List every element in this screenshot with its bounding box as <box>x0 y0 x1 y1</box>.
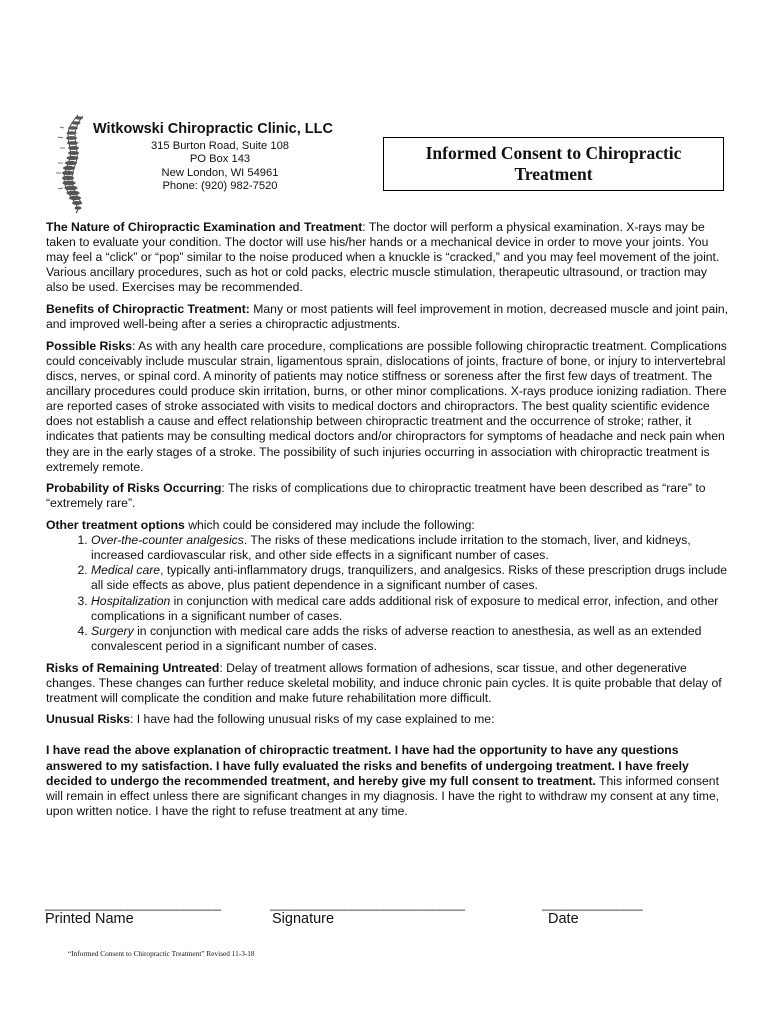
section-text: : Delay of treatment allows formation of adhesions, scar tissue, and other degenerative changes. These changes can further reduce skeletal mobility, and induce chronic pain cycles. It is quite probable that delay of treatment will complicate the condition and make future rehabilitation more difficult. <box>46 660 722 705</box>
section-benefits <box>46 302 731 332</box>
consent-body <box>46 220 731 826</box>
consent-text: This informed consent will remain in effect unless there are significant changes in my diagnosis. I have the right to withdraw my consent at any time, upon written notice. I have the right to refuse treatment at any time. <box>46 773 720 818</box>
date-line[interactable]: ________________ <box>542 897 643 911</box>
option-term: Medical care <box>91 563 161 578</box>
section-heading: Benefits of Chiropractic Treatment: <box>46 302 250 317</box>
option-text: in conjunction with medical care adds the risks of adverse reaction to anesthesia, as well as an extended convalescent period in a significant number of cases. <box>91 623 702 653</box>
form-title-line: Informed Consent to Chiropractic <box>425 143 682 163</box>
printed-name-line[interactable]: ____________________________ <box>45 897 221 911</box>
option-term: Surgery <box>91 623 134 638</box>
address-line: 315 Burton Road, Suite 108 <box>150 140 290 152</box>
section-consent <box>46 743 731 818</box>
section-heading: Other treatment options <box>46 518 185 533</box>
signature-label: Signature <box>272 911 335 927</box>
option-text: . The risks of these medications include irritation to the stomach, liver, and kidneys, increased cardiovascular risk, and other side effects in a significant number of cases. <box>91 533 691 563</box>
treatment-options-list <box>46 533 731 654</box>
clinic-name: Witkowski Chiropractic Clinic, LLC <box>93 121 333 137</box>
section-heading: The Nature of Chiropractic Examination and Treatment <box>46 220 363 234</box>
signature-line[interactable]: _______________________________ <box>270 897 465 911</box>
section-text: : As with any health care procedure, complications are possible following chiropractic treatment. Complications could conceivably include muscular strain, ligamentous sprain, dislocations of joints, fracture of bone, or injury to intervertebral discs, nerves, or spinal cord. A minority of patients may notice stiffness or soreness after the first few days of treatment. The ancillary procedures could produce skin irritation, burns, or other minor complications. X-rays produce ionizing radiation. There are reported cases of stroke associated with visits to medical doctors and chiropractors. The best quality scientific evidence does not establish a cause and effect relationship between chiropractic treatment and the occurrence of stroke; rather, it indicates that patients may be consulting medical doctors and/or chiropractors for symptoms of headache and neck pain when they are in the early stages of a stroke. The possibility of such injuries occurring in association with chiropractic treatment is extremely remote. <box>46 338 727 474</box>
section-nature <box>46 220 731 295</box>
section-unusual <box>46 712 731 727</box>
footer-revision-note: “Informed Consent to Chiropractic Treatment” Revised 11-3-18 <box>68 949 255 958</box>
form-title-line: Treatment <box>514 164 593 184</box>
section-heading: Possible Risks <box>46 338 133 353</box>
address-line: PO Box 143 <box>189 153 251 166</box>
section-text: : I have had the following unusual risks of my case explained to me: <box>130 712 495 727</box>
list-item <box>91 624 731 654</box>
spine-logo <box>50 112 90 214</box>
section-other-options <box>46 518 731 533</box>
option-term: Over-the-counter analgesics <box>91 533 244 548</box>
section-text: : The doctor will perform a physical examination. X-rays may be taken to evaluate your condition. The doctor will use his/her hands or a mechanical device in order to move your joints. You may feel a “click” or “pop” similar to the noise produced when a knuckle is “cracked,” and you may feel movement of the joint. Various ancillary procedures, such as hot or cold packs, electric muscle stimulation, therapeutic ultrasound, or traction may also be used. Exercises may be recommended. <box>46 220 720 295</box>
list-item <box>91 563 731 593</box>
option-text: , typically anti-inflammatory drugs, tranquilizers, and analgesics. Risks of these prescription drugs include all side effects as above, plus patient dependence in a significant number of cases. <box>91 563 728 593</box>
section-text: Many or most patients will feel improvement in motion, decreased muscle and joint pain, and improved well-being after a series a chiropractic adjustments. <box>46 302 729 332</box>
section-untreated <box>46 661 731 706</box>
address-line: New London, WI 54961 <box>161 166 279 179</box>
section-heading: Risks of Remaining Untreated <box>46 660 220 675</box>
list-item <box>91 533 731 563</box>
section-heading: Unusual Risks <box>46 712 130 727</box>
option-text: in conjunction with medical care adds additional risk of exposure to medical error, infection, and other complications in a significant number of cases. <box>91 593 719 623</box>
address-phone: Phone: (920) 982-7520 <box>162 180 278 193</box>
list-item <box>91 594 731 624</box>
date-label: Date <box>548 911 579 927</box>
printed-name-label: Printed Name <box>45 911 134 927</box>
clinic-address <box>120 140 320 194</box>
option-term: Hospitalization <box>91 593 171 608</box>
consent-statement: I have read the above explanation of chiropractic treatment. I have had the opportunity to have any questions answered to my satisfaction. I have fully evaluated the risks and benefits of undergoing treatment. I have freely decided to undergo the recommended treatment, and hereby give my full consent to treatment. <box>46 743 689 788</box>
section-text: : The risks of complications due to chiropractic treatment have been described as “rare” to “extremely rare”. <box>46 481 706 511</box>
section-probability <box>46 481 731 511</box>
section-risks <box>46 339 731 475</box>
form-title-box <box>383 137 724 191</box>
section-text: which could be considered may include the following: <box>184 518 475 533</box>
section-heading: Probability of Risks Occurring <box>46 481 222 496</box>
